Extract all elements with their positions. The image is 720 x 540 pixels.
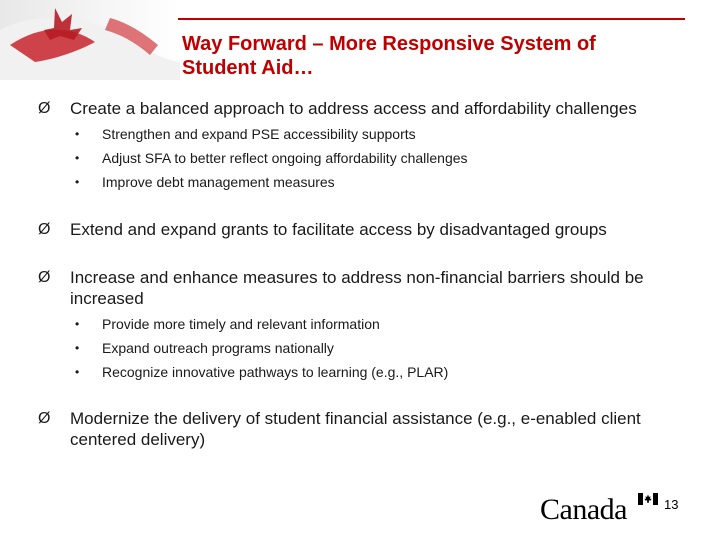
arrow-bullet-icon: Ø [38,410,51,427]
flag-banner-image [0,0,180,80]
sub-bullet-list [38,125,698,191]
title-rule [178,18,685,20]
bullet-4 [38,408,698,450]
dot-bullet-icon: • [75,365,80,379]
slide-title [182,32,702,80]
slide-title-line-2: Student Aid… [182,57,314,79]
dot-bullet-icon: • [75,341,80,355]
canada-wordmark-text: Canada [540,493,627,526]
arrow-bullet-icon: Ø [38,221,51,238]
bullet-3 [38,267,698,381]
dot-bullet-icon: • [75,151,80,165]
dot-bullet-icon: • [75,317,80,331]
sub-bullet: • Provide more timely and relevant information [75,316,380,332]
sub-bullet: • Strengthen and expand PSE accessibility supports [75,126,416,142]
dot-bullet-icon: • [75,175,80,189]
sub-bullet: • Expand outreach programs nationally [75,340,334,356]
sub-bullet: • Recognize innovative pathways to learning (e.g., PLAR) [75,364,449,380]
sub-bullet: • Adjust SFA to better reflect ongoing affordability challenges [75,150,468,166]
sub-bullet-list [38,315,698,381]
bullet-text: Increase and enhance measures to address non-financial barriers should be increased [70,268,644,308]
dot-bullet-icon: • [75,127,80,141]
arrow-bullet-icon: Ø [38,100,51,117]
canada-wordmark-logo [540,493,660,527]
bullet-text: Create a balanced approach to address access and affordability challenges [70,99,637,118]
bullet-1 [38,98,698,191]
bullet-text: Modernize the delivery of student financial assistance (e.g., e-enabled client centered delivery) [70,409,641,449]
page-number: 13 [664,497,679,512]
bullet-text: Extend and expand grants to facilitate access by disadvantaged groups [70,220,607,239]
slide-title-line-1: Way Forward – More Responsive System of [182,33,596,55]
bullet-2 [38,219,698,240]
flag-icon [638,493,658,505]
arrow-bullet-icon: Ø [38,269,51,286]
slide-body [38,98,698,450]
sub-bullet: • Improve debt management measures [75,174,335,190]
